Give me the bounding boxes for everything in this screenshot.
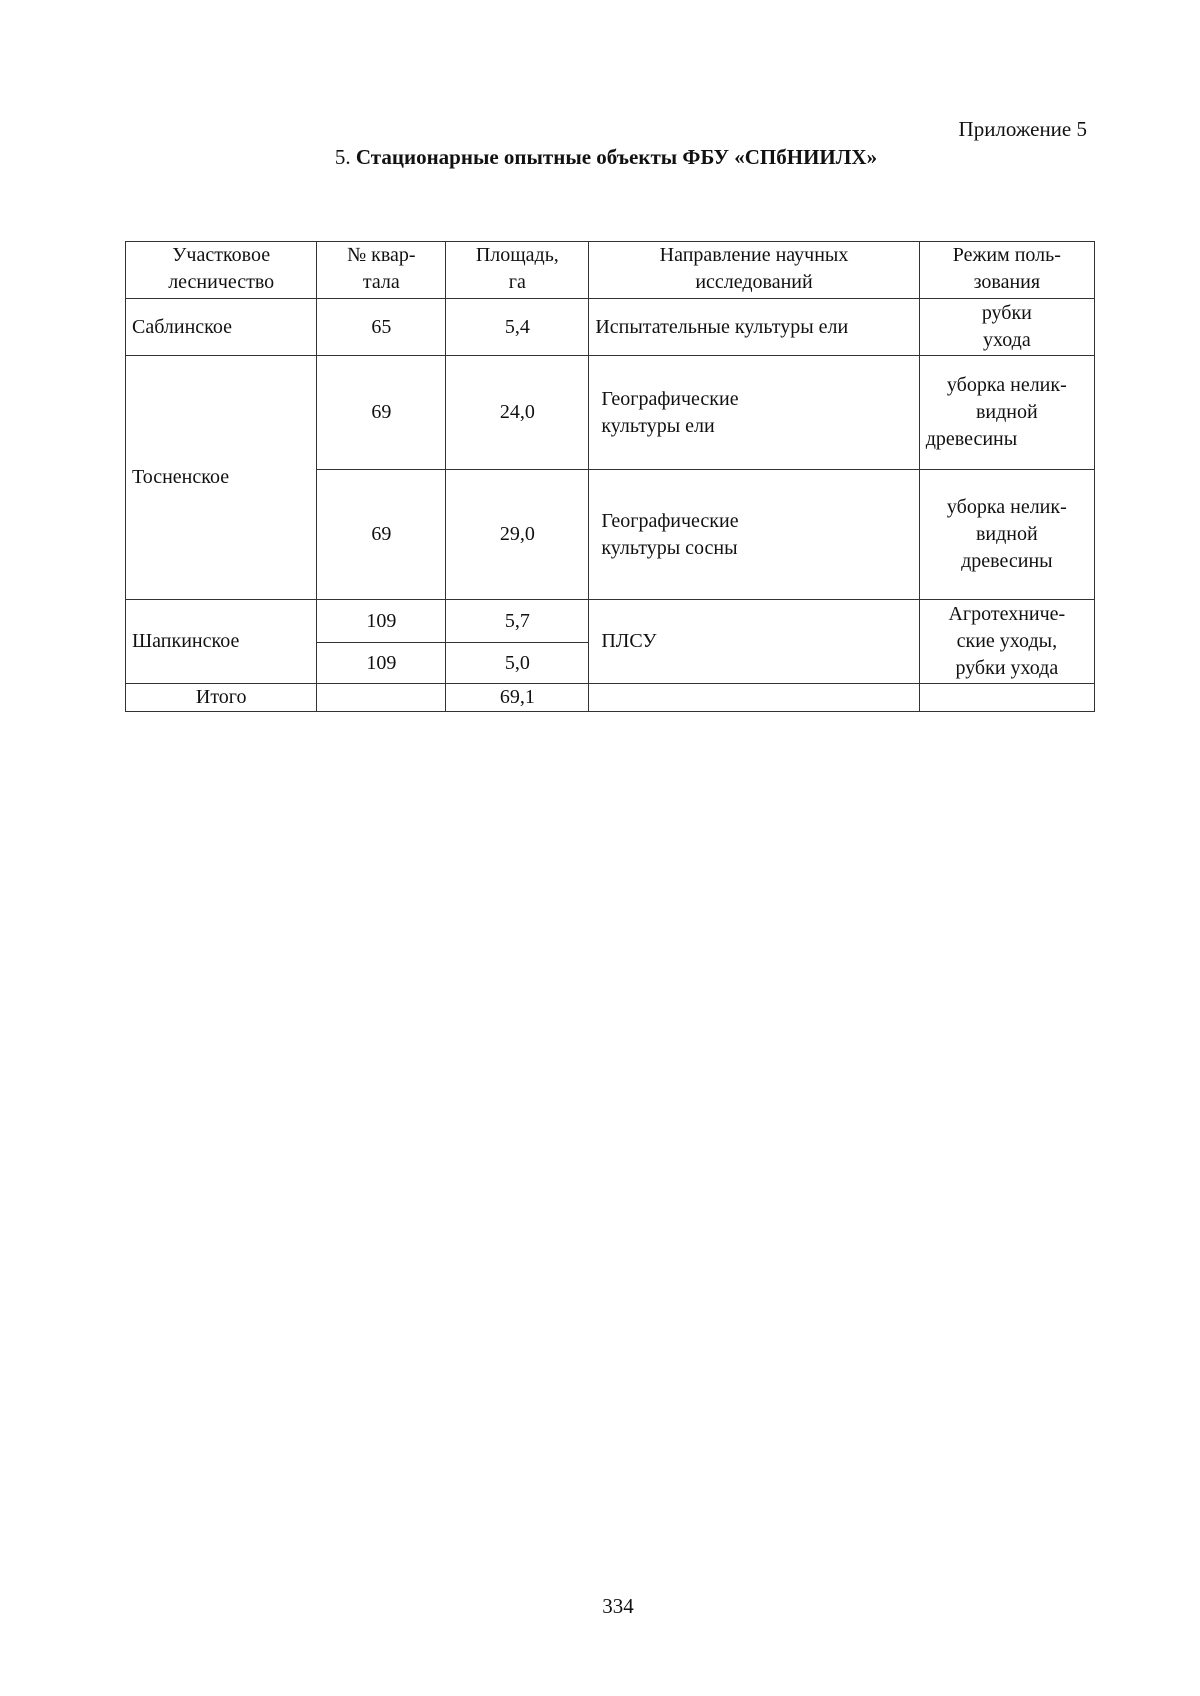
cell-research: ПЛСУ bbox=[589, 600, 919, 684]
cell-area: 5,0 bbox=[446, 643, 589, 684]
mode-line: ские уходы, bbox=[956, 630, 1058, 652]
cell-total-label: Итого bbox=[126, 684, 317, 712]
table-row bbox=[126, 299, 1095, 356]
header-research-line: Направление научных bbox=[659, 244, 849, 266]
cell-total-research bbox=[589, 684, 919, 712]
header-area-line: га bbox=[508, 271, 526, 293]
header-area bbox=[446, 242, 589, 299]
page-number: 334 bbox=[602, 1594, 634, 1618]
header-quarter-line: тала bbox=[362, 271, 400, 293]
header-quarter-line: № квар- bbox=[347, 244, 416, 266]
table-header-row bbox=[126, 242, 1095, 299]
cell-quarter: 109 bbox=[317, 643, 446, 684]
cell-usage-mode bbox=[919, 600, 1094, 684]
research-line: Географические bbox=[601, 509, 739, 532]
cell-research bbox=[589, 470, 919, 600]
page-heading bbox=[0, 145, 1200, 169]
heading-title: Стационарные опытные объекты ФБУ «СПбНИИЛХ» bbox=[355, 145, 878, 169]
cell-research bbox=[589, 356, 919, 470]
cell-research: Испытательные культуры ели bbox=[589, 299, 919, 356]
mode-line: уборка нелик- bbox=[946, 496, 1067, 518]
research-line: культуры ели bbox=[601, 414, 715, 437]
cell-area: 29,0 bbox=[446, 470, 589, 600]
cell-total-mode bbox=[919, 684, 1094, 712]
mode-line: ухода bbox=[982, 329, 1031, 351]
header-area-line: Площадь, bbox=[475, 244, 559, 266]
mode-line: Агротехниче- bbox=[948, 603, 1066, 625]
cell-area: 24,0 bbox=[446, 356, 589, 470]
table-row bbox=[126, 356, 1095, 470]
header-mode-line: зования bbox=[973, 271, 1041, 293]
cell-usage-mode bbox=[919, 356, 1094, 470]
mode-line: видной bbox=[975, 401, 1038, 423]
cell-quarter: 109 bbox=[317, 600, 446, 643]
cell-forestry: Саблинское bbox=[126, 299, 317, 356]
cell-quarter: 69 bbox=[317, 470, 446, 600]
mode-line: рубки ухода bbox=[955, 657, 1059, 679]
heading-number: 5. bbox=[334, 145, 351, 169]
header-forestry-line: лесничество bbox=[168, 271, 275, 293]
cell-area: 5,7 bbox=[446, 600, 589, 643]
cell-area: 5,4 bbox=[446, 299, 589, 356]
cell-forestry: Шапкинское bbox=[126, 600, 317, 684]
header-quarter bbox=[317, 242, 446, 299]
table-total-row bbox=[126, 684, 1095, 712]
appendix-label: Приложение 5 bbox=[958, 117, 1087, 141]
header-research bbox=[589, 242, 919, 299]
header-forestry-line: Участковое bbox=[172, 244, 271, 266]
experimental-objects-table bbox=[125, 241, 1095, 712]
mode-line: древесины bbox=[961, 550, 1053, 572]
mode-line: уборка нелик- bbox=[946, 374, 1067, 396]
cell-usage-mode bbox=[919, 470, 1094, 600]
header-usage-mode bbox=[919, 242, 1094, 299]
research-line: культуры сосны bbox=[601, 536, 738, 559]
mode-line: видной bbox=[975, 523, 1038, 545]
cell-quarter: 69 bbox=[317, 356, 446, 470]
header-forestry bbox=[126, 242, 317, 299]
mode-line: рубки bbox=[981, 302, 1032, 324]
cell-total-quarter bbox=[317, 684, 446, 712]
cell-forestry: Тосненское bbox=[126, 356, 317, 600]
research-line: Географические bbox=[601, 387, 739, 410]
table-row bbox=[126, 600, 1095, 643]
header-mode-line: Режим поль- bbox=[952, 244, 1061, 266]
mode-line: древесины bbox=[925, 428, 1018, 450]
header-research-line: исследований bbox=[695, 271, 813, 293]
cell-quarter: 65 bbox=[317, 299, 446, 356]
cell-usage-mode bbox=[919, 299, 1094, 356]
cell-total-area: 69,1 bbox=[446, 684, 589, 712]
